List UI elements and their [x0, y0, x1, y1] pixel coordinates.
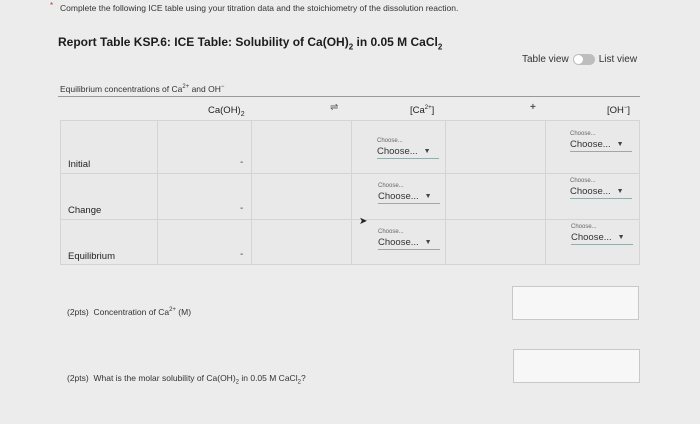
chevron-down-icon: ▼	[616, 141, 624, 148]
view-toggle[interactable]	[522, 54, 637, 65]
column-header-caoh2: $Ca(OH)_2$	[208, 105, 245, 118]
column-header-oh-minus: [OH−]	[607, 105, 631, 117]
oh-change-select[interactable]: Choose... Choose... ▼	[570, 178, 632, 199]
chevron-down-icon: ▼	[424, 193, 432, 200]
column-header-ca2plus: $[Ca^{2+}]$	[410, 105, 435, 117]
mouse-cursor-icon: ➤	[359, 216, 368, 227]
ca-equilibrium-select[interactable]: Choose... Choose... ▼	[378, 229, 440, 250]
ice-table-grid	[60, 120, 640, 265]
equilibrium-arrow-icon: ⇌	[330, 102, 339, 113]
question-ca-concentration: (2pts) Concentration of $Ca^{2+}$ (M)	[67, 307, 192, 317]
question-molar-solubility: (2pts) What is the molar solubility of $Ca(OH)_2$ in 0.05 M CaCl$_2$?	[67, 373, 306, 386]
caption-divider	[58, 96, 640, 97]
caoh2-initial-dash: -	[240, 157, 244, 168]
chevron-down-icon: ▼	[424, 239, 432, 246]
ca-concentration-answer-input[interactable]	[512, 286, 639, 320]
ca-change-select[interactable]: Choose... Choose... ▼	[378, 183, 440, 204]
molar-solubility-answer-input[interactable]	[513, 349, 640, 383]
grid-line	[445, 121, 446, 264]
table-caption: Equilibrium concentrations of $Ca^{2+}$ and OH−	[60, 84, 225, 94]
grid-line	[251, 121, 252, 264]
row-label-equilibrium: Equilibrium	[68, 251, 115, 262]
grid-line	[61, 173, 639, 174]
ca-initial-select[interactable]: Choose... Choose... ▼	[377, 138, 439, 159]
caoh2-equilibrium-dash: -	[240, 249, 244, 260]
oh-equilibrium-select[interactable]: Choose... Choose... ▼	[571, 224, 633, 245]
required-mark: *	[50, 1, 54, 10]
table-view-label[interactable]: Table view	[522, 54, 569, 65]
row-label-initial: Initial	[68, 159, 91, 170]
grid-line	[61, 219, 639, 220]
row-label-change: Change	[68, 205, 102, 216]
grid-line	[351, 121, 352, 264]
toggle-switch[interactable]	[573, 54, 595, 65]
instruction-text: Complete the following ICE table using your titration data and the stoichiometry of the dissolution reaction.	[60, 3, 459, 13]
chevron-down-icon: ▼	[616, 188, 624, 195]
caoh2-change-dash: -	[240, 203, 244, 214]
plus-sign: +	[530, 102, 536, 113]
grid-line	[545, 121, 546, 264]
grid-line	[157, 121, 158, 264]
chevron-down-icon: ▼	[423, 148, 431, 155]
page-title: Report Table KSP.6: ICE Table: Solubility of $Ca(OH)_2$ in 0.05 M CaCl$_2$	[58, 35, 443, 52]
oh-initial-select[interactable]: Choose... Choose... ▼	[570, 131, 632, 152]
list-view-label[interactable]: List view	[598, 54, 638, 65]
chevron-down-icon: ▼	[617, 234, 625, 241]
